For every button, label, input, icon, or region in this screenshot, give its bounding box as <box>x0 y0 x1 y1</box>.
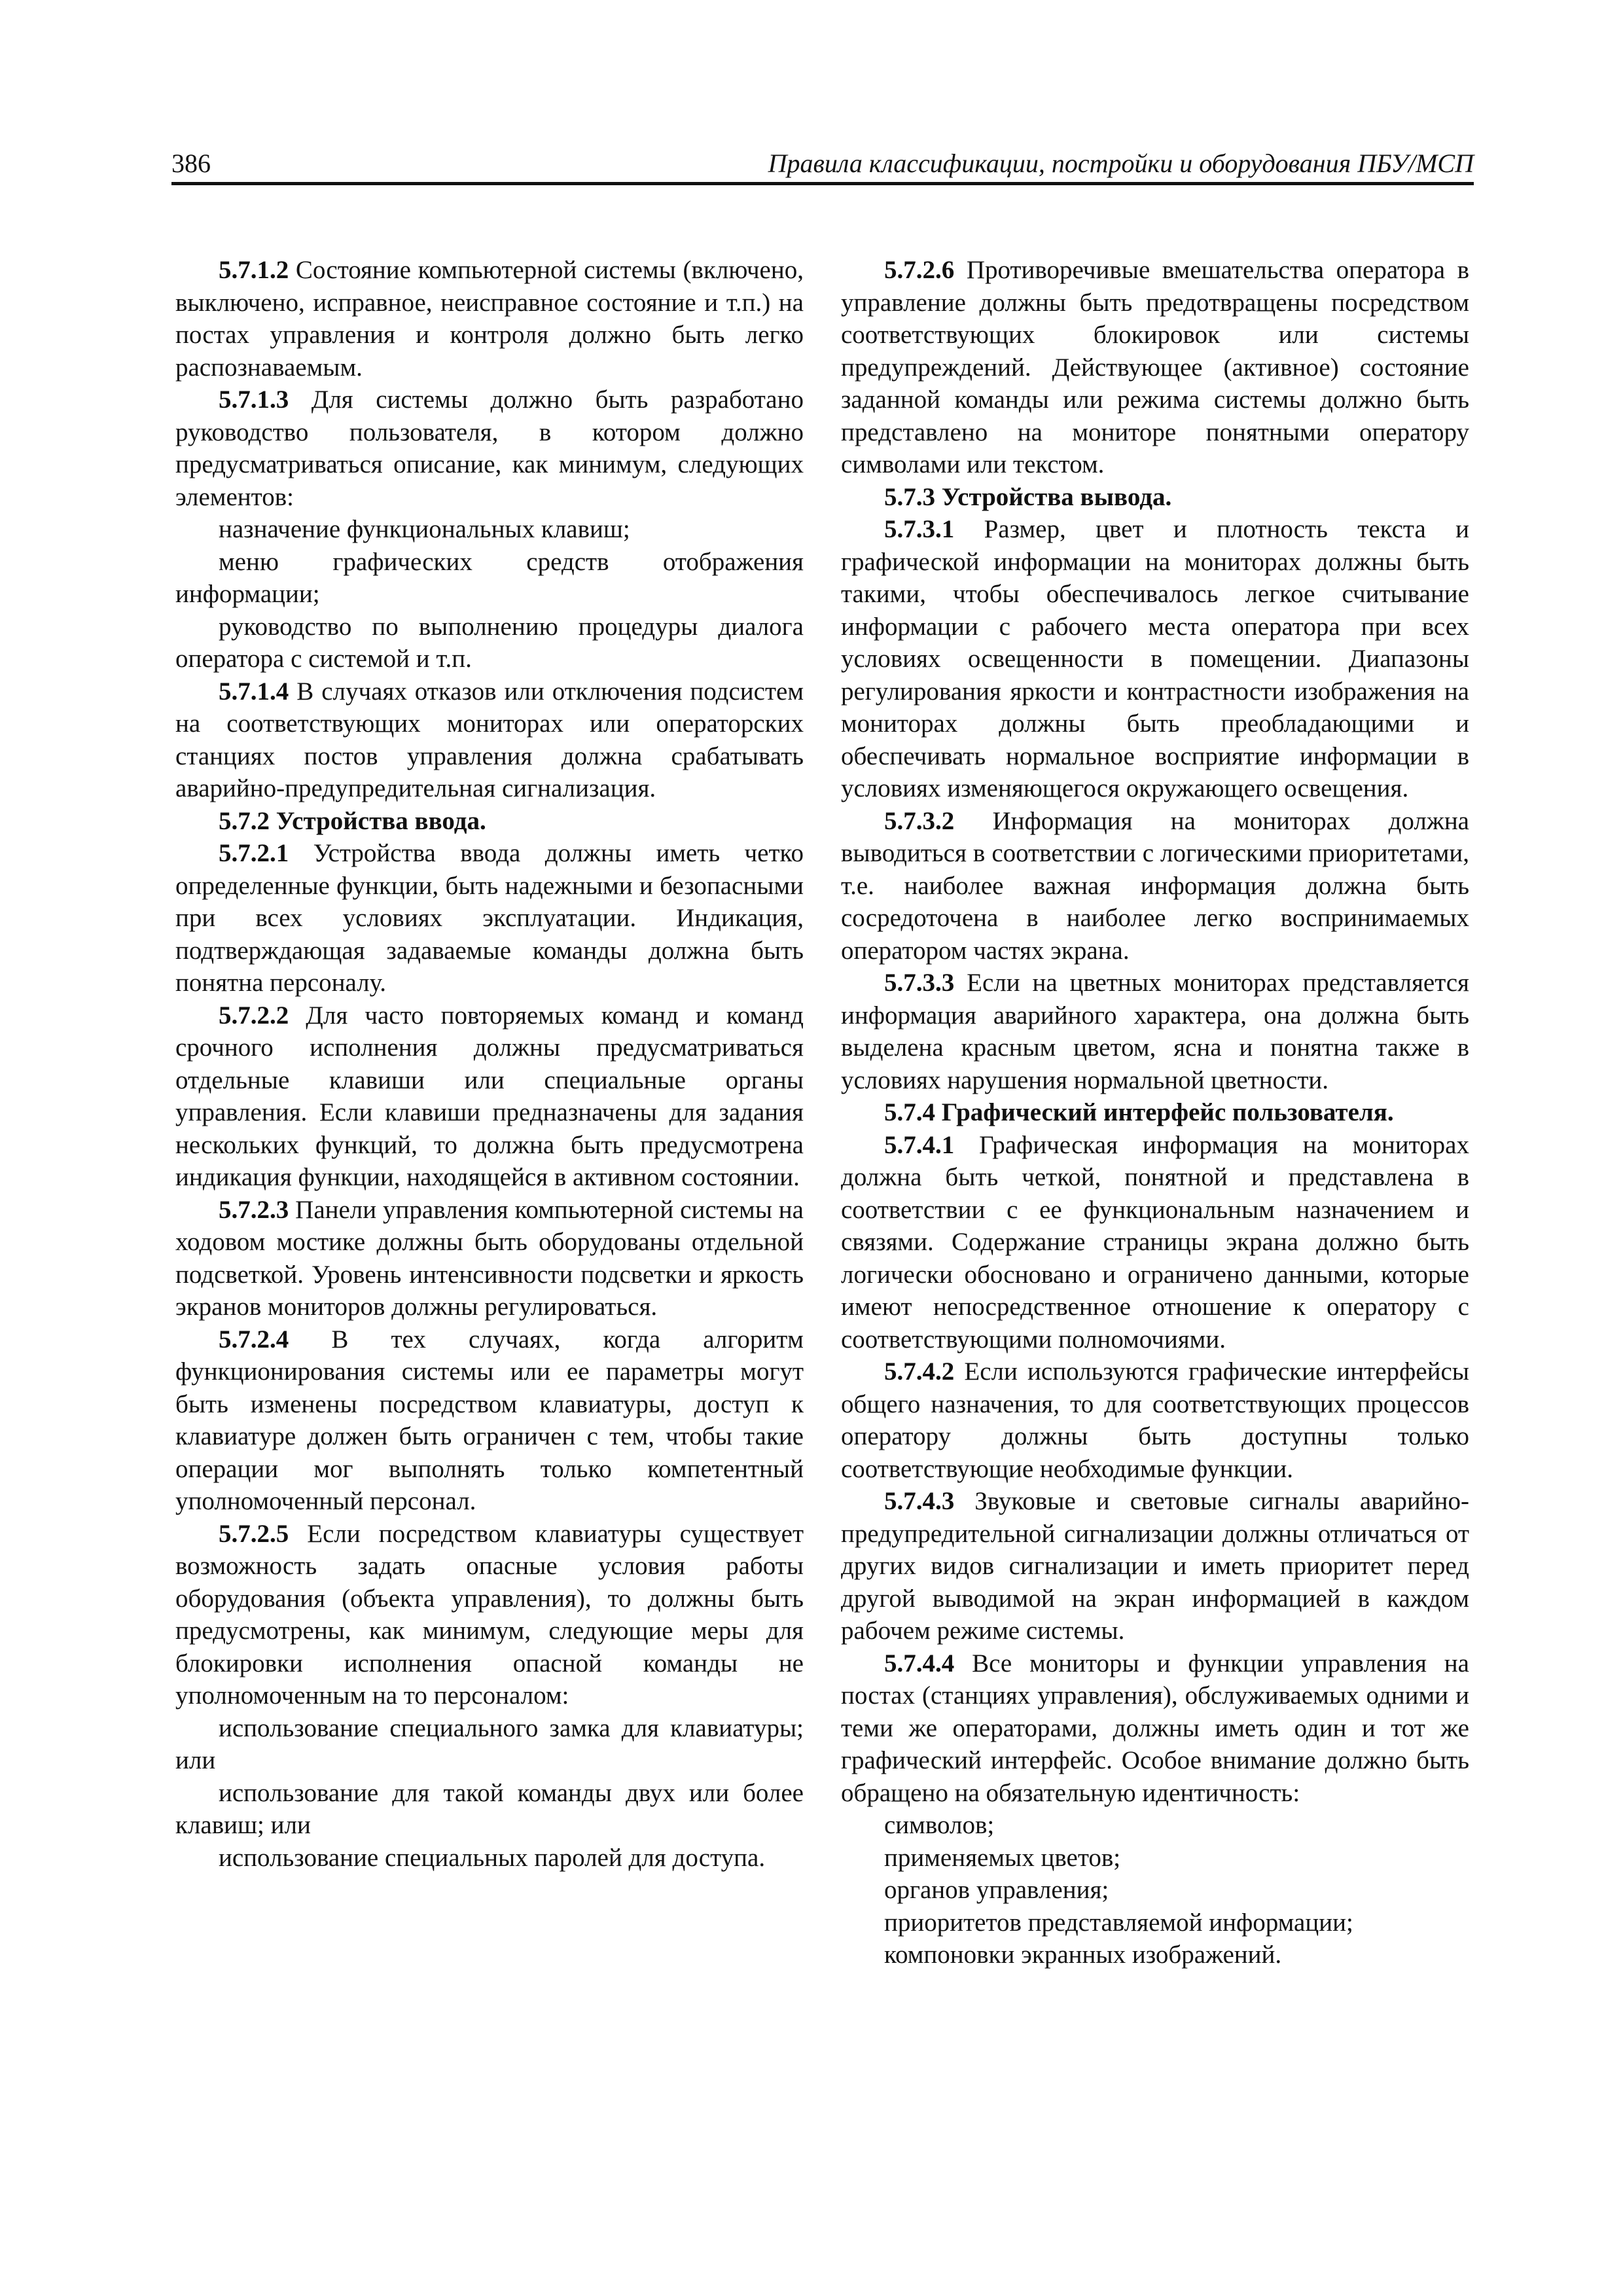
clause-number: 5.7.2.1 <box>219 839 289 867</box>
clause-number: 5.7.4.3 <box>884 1487 955 1515</box>
clause-text: Если используются графические интерфейсы общего назначения, то для соответствующих процессов оператору должны быть доступны только соответствующие необходимые функции. <box>841 1357 1469 1483</box>
left-column <box>175 254 804 1874</box>
clause-text: Противоречивые вмешательства оператора в управление должны быть предотвращены посредством соответствующих блокировок или системы предупреждений. Действующее (активное) состояние заданной команды или режима системы должно быть представлено на мониторе понятными оператору символами или текстом. <box>841 256 1469 478</box>
clause-text: Для системы должно быть разработано руководство пользователя, в котором должно предусматриваться описание, как минимум, следующих элементов: <box>175 386 804 511</box>
clause-text: Если посредством клавиатуры существует возможность задать опасные условия работы оборудования (объекта управления), то должны быть предусмотрены, как минимум, следующие меры для блокировки исполнения опасной команды не уполномоченным на то персоналом: <box>175 1519 804 1710</box>
list-item: использование специального замка для клавиатуры; или <box>175 1713 804 1774</box>
list-item: компоновки экранных изображений. <box>884 1941 1282 1969</box>
clause-paragraph <box>175 1194 804 1323</box>
clause-text: Устройства ввода должны иметь четко определенные функции, быть надежными и безопасными при всех условиях эксплуатации. Индикация, подтверждающая задаваемые команды должна быть понятна персоналу. <box>175 839 804 997</box>
clause-number: 5.7.2.3 <box>219 1195 289 1224</box>
clause-paragraph <box>841 1355 1469 1485</box>
clause-text: Размер, цвет и плотность текста и графической информации на мониторах должны быть такими, чтобы обеспечивалось легкое считывание информации с рабочего места оператора при всех условиях освещенности в помещении. Диапазоны регулирования яркости и контрастности изображения на мониторах должны быть преобладающими и обеспечивать нормальное восприятие информации в условиях изменяющегося окружающего освещения. <box>841 515 1469 802</box>
clause-number: 5.7.2.2 <box>219 1001 289 1030</box>
clause-paragraph <box>841 1647 1469 1810</box>
clause-number: 5.7.3.1 <box>884 515 955 543</box>
clause-number: 5.7.2.6 <box>884 256 955 284</box>
list-item: назначение функциональных клавиш; <box>219 515 630 543</box>
clause-number: 5.7.2.5 <box>219 1519 289 1548</box>
clause-paragraph <box>175 1518 804 1712</box>
list-item: руководство по выполнению процедуры диалога оператора с системой и т.п. <box>175 612 804 673</box>
clause-text: Состояние компьютерной системы (включено, выключено, исправное, неисправное состояние и т.п.) на постах управления и контроля должно быть легко распознаваемым. <box>175 256 804 382</box>
clause-number: 5.7.3.2 <box>884 806 955 835</box>
clause-paragraph <box>175 675 804 805</box>
list-item: меню графических средств отображения информации; <box>175 547 804 608</box>
clause-paragraph <box>841 1129 1469 1356</box>
clause-paragraph <box>841 805 1469 967</box>
clause-number: 5.7.4.2 <box>884 1357 955 1386</box>
list-item: символов; <box>884 1811 995 1839</box>
clause-text: В тех случаях, когда алгоритм функционирования системы или ее параметры могут быть изменены посредством клавиатуры, доступ к клавиатуре должен быть ограничен с тем, чтобы такие операции мог выполнять только компетентный уполномоченный персонал. <box>175 1325 804 1515</box>
clause-number: 5.7.4.1 <box>884 1130 955 1159</box>
clause-number: 5.7.1.3 <box>219 386 289 414</box>
clause-paragraph <box>175 1323 804 1518</box>
section-heading: 5.7.4 Графический интерфейс пользователя. <box>884 1098 1394 1126</box>
clause-number: 5.7.4.4 <box>884 1649 955 1677</box>
clause-paragraph <box>841 967 1469 1096</box>
page-number: 386 <box>171 149 211 178</box>
section-heading: 5.7.2 Устройства ввода. <box>219 806 486 835</box>
clause-number: 5.7.2.4 <box>219 1325 289 1354</box>
section-heading: 5.7.3 Устройства вывода. <box>884 482 1172 511</box>
running-title: Правила классификации, постройки и оборудования ПБУ/МСП <box>768 149 1474 178</box>
list-item: применяемых цветов; <box>884 1843 1121 1872</box>
clause-text: Для часто повторяемых команд и команд срочного исполнения должны предусматриваться отдельные клавиши или специальные органы управления. Если клавиши предназначены для задания нескольких функций, то должна быть предусмотрена индикация функции, находящейся в активном состоянии. <box>175 1001 804 1191</box>
page-header <box>171 145 1474 185</box>
clause-paragraph <box>841 1485 1469 1647</box>
clause-paragraph <box>175 384 804 513</box>
clause-paragraph <box>841 254 1469 481</box>
clause-text: Графическая информация на мониторах должна быть четкой, понятной и представлена в соответствии с ее функциональным назначением и связями. Содержание страницы экрана должно быть логически обосновано и ограничено данными, которые имеют непосредственное отношение к оператору с соответствующими полномочиями. <box>841 1130 1469 1354</box>
clause-number: 5.7.1.4 <box>219 677 289 706</box>
clause-text: Звуковые и световые сигналы аварийно-предупредительной сигнализации должны отличаться от других видов сигнализации и иметь приоритет перед другой выводимой на экран информацией в каждом рабочем режиме системы. <box>841 1487 1469 1645</box>
list-item: использование специальных паролей для доступа. <box>219 1843 766 1872</box>
right-column <box>841 254 1469 1971</box>
clause-number: 5.7.1.2 <box>219 256 289 284</box>
clause-text: Панели управления компьютерной системы на ходовом мостике должны быть оборудованы отдельной подсветкой. Уровень интенсивности подсветки и яркость экранов мониторов должны регулироваться. <box>175 1195 804 1321</box>
clause-paragraph <box>841 513 1469 805</box>
list-item: органов управления; <box>884 1876 1109 1904</box>
clause-text: В случаях отказов или отключения подсистем на соответствующих мониторах или операторских станциях постов управления должна срабатывать аварийно-предупредительная сигнализация. <box>175 677 804 802</box>
clause-number: 5.7.3.3 <box>884 969 955 997</box>
clause-paragraph <box>175 837 804 999</box>
clause-text: Если на цветных мониторах представляется информация аварийного характера, она должна быть выделена красным цветом, ясна и понятна также в условиях нарушения нормальной цветности. <box>841 969 1469 1094</box>
clause-text: Все мониторы и функции управления на постах (станциях управления), обслуживаемых одними и теми же операторами, должны иметь один и тот же графический интерфейс. Особое внимание должно быть обращено на обязательную идентичность: <box>841 1649 1469 1807</box>
list-item: использование для такой команды двух или более клавиш; или <box>175 1778 804 1839</box>
clause-text: Информация на мониторах должна выводиться в соответствии с логическими приоритетами, т.е. наиболее важная информация должна быть сосредоточена в наиболее легко воспринимаемых оператором частях экрана. <box>841 806 1469 965</box>
list-item: приоритетов представляемой информации; <box>884 1908 1353 1937</box>
clause-paragraph <box>175 999 804 1194</box>
clause-paragraph <box>175 254 804 384</box>
